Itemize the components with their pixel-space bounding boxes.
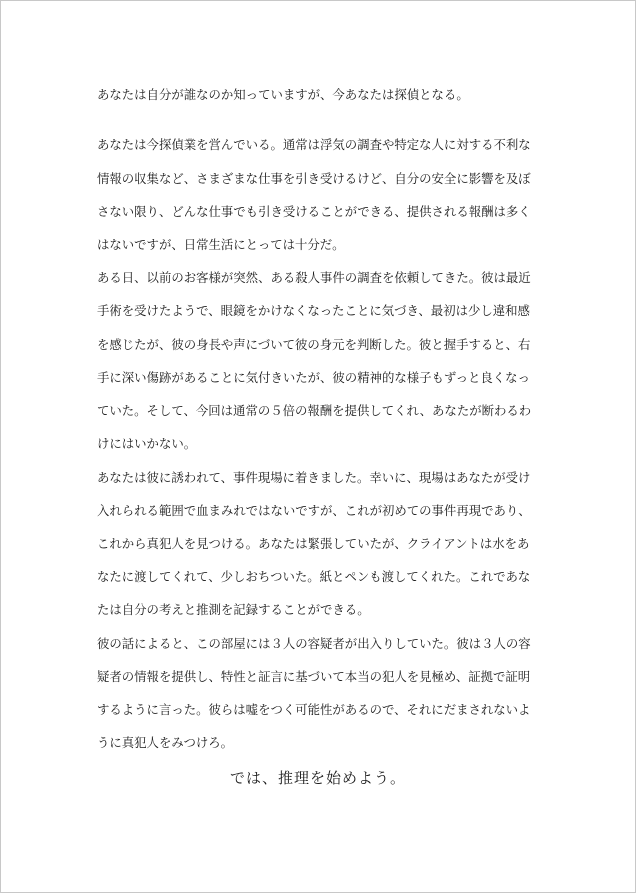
paragraph-line: さない限り、どんな仕事でも引き受けることができる、提供される報酬は多く (97, 204, 531, 219)
paragraph-line: ある日、以前のお客様が突然、ある殺人事件の調査を依頼してきた。彼は最近 (97, 270, 531, 285)
paragraph-line: するように言った。彼らは嘘をつく可能性があるので、それにだまされないよ (97, 702, 531, 717)
closing-line: では、推理を始めよう。 (229, 769, 406, 787)
paragraph-line: 彼の話によると、この部屋には３人の容疑者が出入りしていた。彼は３人の容 (97, 636, 531, 651)
paragraph-line: けにはいかない。 (97, 436, 197, 451)
paragraph-line: ていた。そして、今回は通常の５倍の報酬を提供してくれ、あなたが断わるわ (97, 403, 532, 418)
paragraph-line: これから真犯人を見つける。あなたは緊張していたが、クライアントは水をあ (97, 536, 530, 551)
paragraph-line: 情報の収集など、さまざまな仕事を引き受けるけど、自分の安全に影響を及ぼ (97, 171, 531, 186)
paragraph-line: を感じたが、彼の身長や声にづいて彼の身元を判断した。彼と握手すると、右 (97, 337, 531, 352)
paragraph-line: 疑者の情報を提供し、特性と証言に基づいて本当の犯人を見極め、証拠で証明 (97, 669, 531, 684)
paragraph-line: 手に深い傷跡があることに気付きいたが、彼の精神的な様子もずっと良くなっ (97, 370, 530, 385)
paragraph-line: 入れられる範囲で血まみれではないですが、これが初めての事件再現であり、 (97, 503, 531, 518)
paragraph-line: はないですが、日常生活にとっては十分だ。 (97, 237, 345, 252)
paragraph-line: あなたは彼に誘われて、事件現場に着きました。幸いに、現場はあなたが受け (97, 470, 531, 485)
paragraph-line: なたに渡してくれて、少しおちついた。紙とペンも渡してくれた。これであな (97, 569, 531, 584)
paragraph-line: あなたは今探偵業を営んでいる。通常は浮気の調査や特定な人に対する不利な (97, 137, 531, 152)
paragraph-line: たは自分の考えと推測を記録することができる。 (97, 602, 370, 617)
paragraph-line: 手術を受けたようで、眼鏡をかけなくなったことに気づき、最初は少し違和感 (97, 303, 530, 318)
paragraph-line: うに真犯人をみつけろ。 (97, 735, 234, 750)
intro-line: あなたは自分が誰なのか知っていますが、今あなたは探偵となる。 (97, 87, 469, 102)
